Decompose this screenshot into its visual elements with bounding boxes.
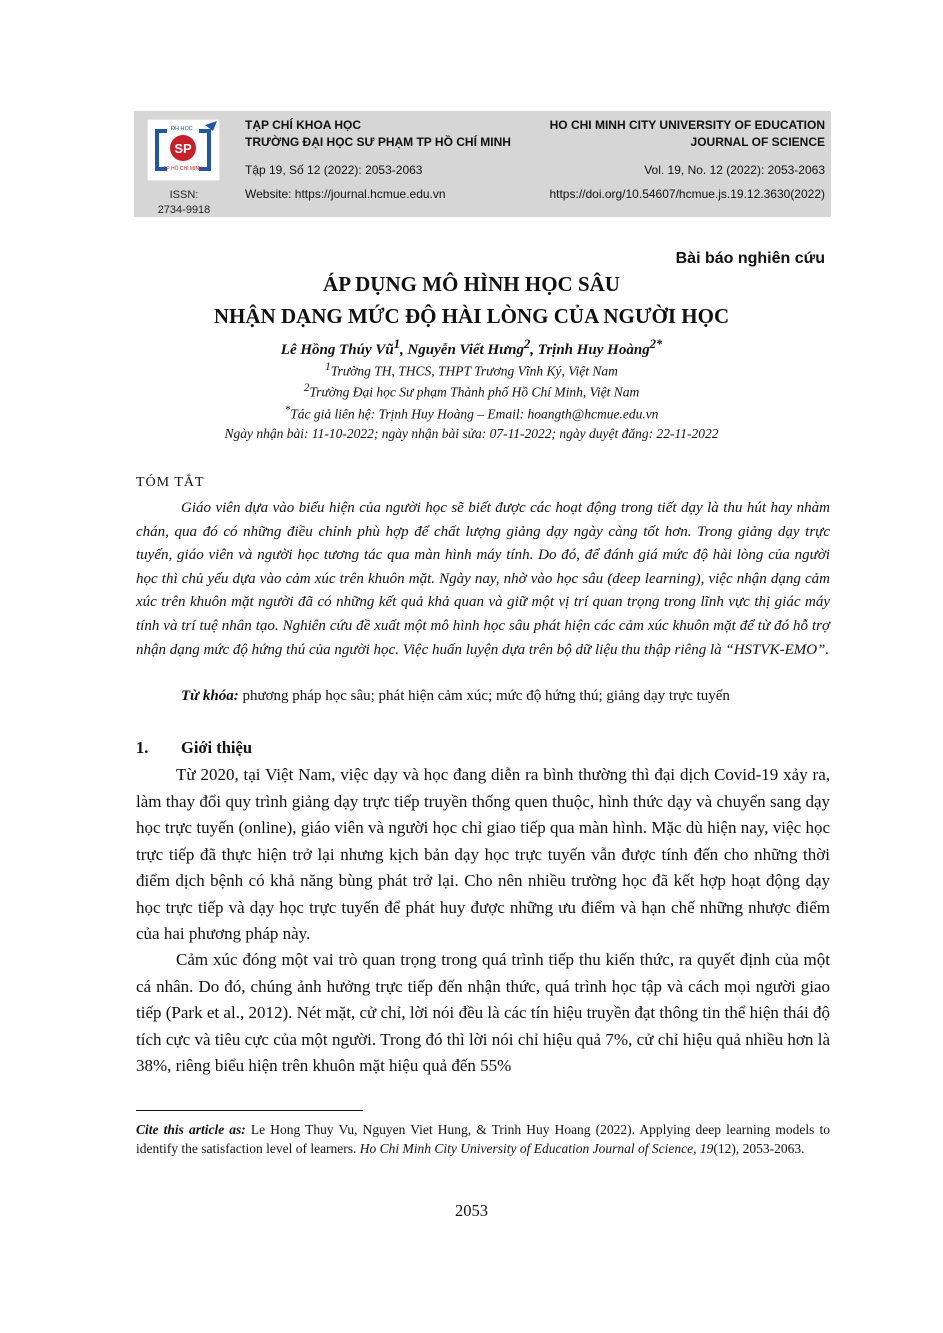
- citation-label: Cite this article as:: [136, 1122, 246, 1137]
- university-name-vn: TRƯỜNG ĐẠI HỌC SƯ PHẠM TP HỒ CHÍ MINH: [245, 135, 511, 149]
- affiliation-1-text: Trường TH, THCS, THPT Trương Vĩnh Ký, Việt Nam: [330, 363, 618, 379]
- journal-website[interactable]: Website: https://journal.hcmue.edu.vn: [245, 187, 446, 201]
- section-number: 1.: [136, 738, 149, 757]
- author-list: [0, 337, 943, 359]
- author-3-affil: 2*: [649, 337, 663, 351]
- keywords-text: phương pháp học sâu; phát hiện cảm xúc; mức độ hứng thú; giảng dạy trực tuyến: [242, 688, 730, 704]
- keywords-label: Từ khóa:: [181, 688, 239, 704]
- section-title: Giới thiệu: [181, 738, 253, 757]
- issue-info-vn: Tập 19, Số 12 (2022): 2053-2063: [245, 163, 423, 177]
- abstract-text: Giáo viên dựa vào biểu hiện của người học sẽ biết được các hoạt động trong tiết dạy là thu hút hay nhàm chán, qua đó có những điều chỉnh phù hợp để chất lượng giảng dạy ngày càng tốt hơn. Trong giảng dạy trực tuyến, giáo viên và người học tương tác qua màn hình máy tính. Do đó, để đánh giá mức độ hài lòng của người học thì chủ yếu dựa vào cảm xúc trên khuôn mặt. Ngày nay, nhờ vào học sâu (deep learning), việc nhận dạng cảm xúc trên khuôn mặt người đã có những kết quả khả quan và giữ một vị trí quan trọng trong lĩnh vực thị giác máy tính và trí tuệ nhân tạo. Nghiên cứu đề xuất một mô hình học sâu phát hiện các cảm xúc khuôn mặt để từ đó hỗ trợ nhận dạng mức độ hứng thú của người học. Việc huấn luyện dựa trên bộ dữ liệu thu thập riêng là “HSTVK-EMO”.: [136, 500, 830, 658]
- affiliation-1-marker: 1: [325, 361, 331, 373]
- issn-label: ISSN:: [169, 189, 199, 201]
- footnote-divider: [136, 1110, 363, 1111]
- article-title-line-1: ÁP DỤNG MÔ HÌNH HỌC SÂU: [323, 272, 620, 296]
- page-number: 2053: [455, 1201, 488, 1220]
- affiliation-1: [0, 361, 943, 380]
- author-2: Nguyễn Viết Hưng: [407, 342, 524, 358]
- keywords: [181, 688, 730, 705]
- author-3: Trịnh Huy Hoàng: [537, 342, 650, 358]
- body-paragraph-1: Từ 2020, tại Việt Nam, việc dạy và học đang diễn ra bình thường thì đại dịch Covid-19 xảy ra, làm thay đổi quy trình giảng dạy trực tiếp truyền thống quen thuộc, hình thức dạy và chuyển sang dạy học trực tuyến (online), giáo viên và người học chỉ giao tiếp qua màn hình. Mặc dù hiện nay, việc học trực tiếp đã thực hiện trở lại nhưng kịch bản dạy học trực tuyến vẫn được tính đến cho những thời điểm dịch bệnh có khả năng bùng phát trở lại. Cho nên nhiều trường học đã kết hợp hoạt động dạy học trực tiếp và dạy học trực tuyến để phát huy được những ưu điểm và hạn chế những nhược điểm của hai phương pháp này.: [136, 765, 830, 943]
- author-separator: ,: [530, 342, 538, 358]
- citation-footnote: [136, 1120, 830, 1158]
- issue-info-en: Vol. 19, No. 12 (2022): 2053-2063: [644, 163, 825, 177]
- citation-issue: (12), 2053-2063.: [713, 1141, 805, 1156]
- logo-mark: SP: [174, 141, 192, 156]
- submission-dates: Ngày nhận bài: 11-10-2022; ngày nhận bài sửa: 07-11-2022; ngày duyệt đăng: 22-11-2022: [224, 426, 719, 441]
- citation-authors: Le Hong Thuy Vu, Nguyen Viet Hung, & Trinh Huy Hoang (2022). Applying deep learning models to identify the satisfaction level of learners.: [136, 1122, 831, 1156]
- article-type: Bài báo nghiên cứu: [675, 250, 825, 267]
- issn-block: [137, 188, 231, 218]
- author-2-affil: 2: [523, 337, 531, 351]
- article-title-line-2: NHẬN DẠNG MỨC ĐỘ HÀI LÒNG CỦA NGƯỜI HỌC: [213, 304, 730, 328]
- corresponding-author: [0, 404, 943, 423]
- issn-number: 2734-9918: [157, 204, 211, 216]
- university-name-en: HO CHI MINH CITY UNIVERSITY OF EDUCATION: [549, 118, 825, 132]
- university-logo: [147, 119, 220, 181]
- author-1: Lê Hồng Thúy Vũ: [280, 342, 394, 358]
- logo-top-text: ĐH HỌC: [171, 126, 193, 132]
- corresponding-text: Tác giả liên hệ: Trịnh Huy Hoàng – Email: hoangth@hcmue.edu.vn: [290, 406, 659, 422]
- affiliation-2-marker: 2: [303, 382, 310, 394]
- abstract-heading: TÓM TẮT: [136, 475, 205, 490]
- doi-link[interactable]: https://doi.org/10.54607/hcmue.js.19.12.3630(2022): [549, 187, 825, 201]
- logo-bottom-text: TP HỒ CHÍ MINH: [163, 166, 203, 172]
- body-paragraph-2: Cảm xúc đóng một vai trò quan trọng trong quá trình tiếp thu kiến thức, ra quyết định của một cá nhân. Do đó, chúng ảnh hưởng trực tiếp đến nhận thức, quá trình học tập và cách mọi người giao tiếp (Park et al., 2012). Nét mặt, cử chỉ, lời nói đều là các tín hiệu truyền đạt thông tin thể hiện thái độ tích cực và tiêu cực của một người. Trong đó thì lời nói chỉ hiệu quả 7%, cử chỉ hiệu quả nhiều hơn là 38%, riêng biểu hiện trên khuôn mặt hiệu quả đến 55%: [136, 950, 830, 1075]
- journal-name-en: JOURNAL OF SCIENCE: [690, 135, 825, 149]
- corresponding-marker: *: [284, 404, 291, 416]
- affiliation-2-text: Trường Đại học Sư phạm Thành phố Hồ Chí Minh, Việt Nam: [309, 384, 640, 400]
- citation-journal: Ho Chi Minh City University of Education Journal of Science, 19: [359, 1141, 714, 1156]
- affiliation-2: [0, 382, 943, 401]
- author-1-affil: 1: [393, 337, 400, 351]
- journal-name-vn: TẠP CHÍ KHOA HỌC: [245, 118, 362, 132]
- author-separator: ,: [399, 342, 408, 358]
